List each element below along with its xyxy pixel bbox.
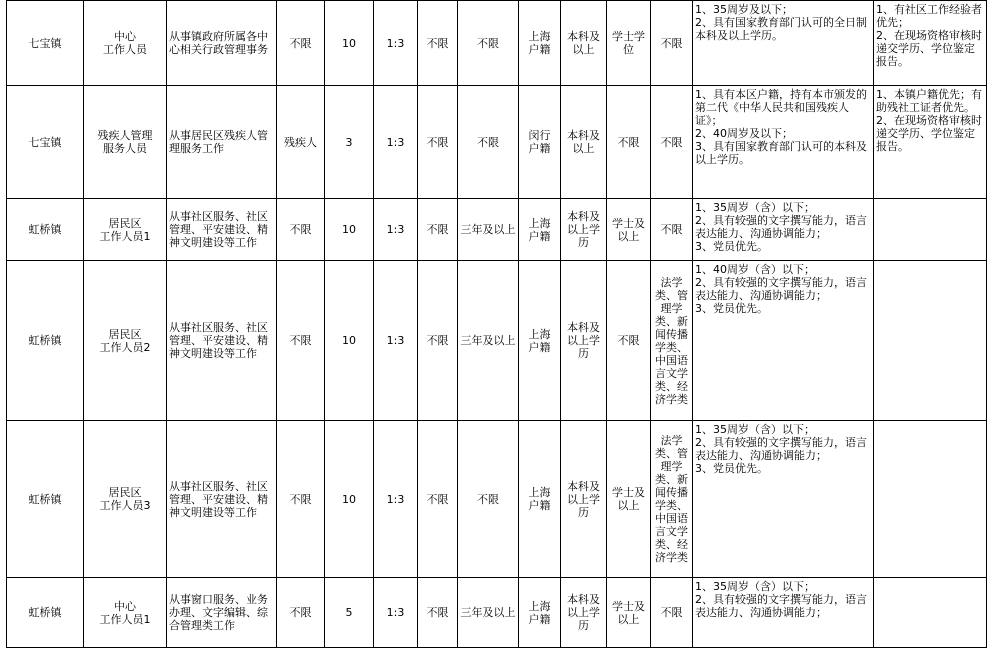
notes-cell [874, 199, 987, 261]
table-row [7, 1, 987, 86]
position-cell: 居民区 工作人员2 [84, 261, 167, 421]
degree-cell: 学士及 以上 [607, 578, 651, 648]
requirements-cell: 1、35周岁（含）以下； 2、具有较强的文字撰写能力，语言表达能力、沟通协调能力； [693, 578, 874, 648]
notes-cell: 1、本镇户籍优先；有助残社工证者优先。 2、在现场资格审核时递交学历、学位鉴定报告。 [874, 86, 987, 199]
major-cell: 不限 [651, 578, 693, 648]
count-cell: 3 [325, 86, 374, 199]
table-row [7, 86, 987, 199]
requirements-cell: 1、具有本区户籍，持有本市颁发的第二代《中华人民共和国残疾人证》； 2、40周岁及以下； 3、具有国家教育部门认可的本科及以上学历。 [693, 86, 874, 199]
major-cell: 法学类、管理学类、新闻传播学类、中国语言文学类、经济学类 [651, 421, 693, 578]
town-cell: 虹桥镇 [7, 421, 84, 578]
duty-cell: 从事社区服务、社区管理、平安建设、精神文明建设等工作 [167, 421, 277, 578]
age-cell: 不限 [418, 1, 458, 86]
major-cell: 法学类、管理学类、新闻传播学类、中国语言文学类、经济学类 [651, 261, 693, 421]
count-cell: 5 [325, 578, 374, 648]
count-cell: 10 [325, 1, 374, 86]
town-cell: 虹桥镇 [7, 199, 84, 261]
ratio-cell: 1:3 [374, 1, 418, 86]
position-cell: 居民区 工作人员3 [84, 421, 167, 578]
ratio-cell: 1:3 [374, 86, 418, 199]
education-cell: 本科及 以上学 历 [561, 261, 607, 421]
table-body [7, 1, 987, 648]
duty-cell: 从事社区服务、社区管理、平安建设、精神文明建设等工作 [167, 261, 277, 421]
major-cell: 不限 [651, 86, 693, 199]
position-cell: 中心 工作人员 [84, 1, 167, 86]
education-cell: 本科及 以上学 历 [561, 421, 607, 578]
table-row [7, 199, 987, 261]
table-row [7, 261, 987, 421]
target-cell: 不限 [277, 199, 325, 261]
hukou-cell: 上海 户籍 [519, 261, 561, 421]
requirements-cell: 1、40周岁（含）以下； 2、具有较强的文字撰写能力，语言表达能力、沟通协调能力； 3、党员优先。 [693, 261, 874, 421]
count-cell: 10 [325, 261, 374, 421]
duty-cell: 从事窗口服务、业务办理、文字编辑、综合管理类工作 [167, 578, 277, 648]
target-cell: 不限 [277, 421, 325, 578]
experience-cell: 不限 [458, 421, 519, 578]
duty-cell: 从事镇政府所属各中心相关行政管理事务 [167, 1, 277, 86]
duty-cell: 从事居民区残疾人管理服务工作 [167, 86, 277, 199]
target-cell: 残疾人 [277, 86, 325, 199]
target-cell: 不限 [277, 578, 325, 648]
ratio-cell: 1:3 [374, 578, 418, 648]
requirements-cell: 1、35周岁及以下； 2、具有国家教育部门认可的全日制本科及以上学历。 [693, 1, 874, 86]
notes-cell [874, 421, 987, 578]
notes-cell [874, 578, 987, 648]
ratio-cell: 1:3 [374, 199, 418, 261]
age-cell: 不限 [418, 261, 458, 421]
target-cell: 不限 [277, 1, 325, 86]
requirements-cell: 1、35周岁（含）以下； 2、具有较强的文字撰写能力，语言表达能力、沟通协调能力； 3、党员优先。 [693, 421, 874, 578]
age-cell: 不限 [418, 199, 458, 261]
education-cell: 本科及 以上 [561, 1, 607, 86]
duty-cell: 从事社区服务、社区管理、平安建设、精神文明建设等工作 [167, 199, 277, 261]
notes-cell [874, 261, 987, 421]
major-cell: 不限 [651, 1, 693, 86]
table-row [7, 421, 987, 578]
degree-cell: 学士学 位 [607, 1, 651, 86]
town-cell: 虹桥镇 [7, 578, 84, 648]
degree-cell: 学士及 以上 [607, 421, 651, 578]
hukou-cell: 闵行 户籍 [519, 86, 561, 199]
position-cell: 残疾人管理 服务人员 [84, 86, 167, 199]
experience-cell: 三年及以上 [458, 578, 519, 648]
degree-cell: 不限 [607, 261, 651, 421]
count-cell: 10 [325, 421, 374, 578]
ratio-cell: 1:3 [374, 261, 418, 421]
requirements-cell: 1、35周岁（含）以下； 2、具有较强的文字撰写能力，语言表达能力、沟通协调能力； 3、党员优先。 [693, 199, 874, 261]
experience-cell: 三年及以上 [458, 199, 519, 261]
education-cell: 本科及 以上学 历 [561, 578, 607, 648]
notes-cell: 1、有社区工作经验者优先； 2、在现场资格审核时递交学历、学位鉴定报告。 [874, 1, 987, 86]
ratio-cell: 1:3 [374, 421, 418, 578]
hukou-cell: 上海 户籍 [519, 1, 561, 86]
age-cell: 不限 [418, 421, 458, 578]
major-cell: 不限 [651, 199, 693, 261]
age-cell: 不限 [418, 578, 458, 648]
town-cell: 七宝镇 [7, 86, 84, 199]
experience-cell: 不限 [458, 86, 519, 199]
education-cell: 本科及 以上 [561, 86, 607, 199]
table-row [7, 578, 987, 648]
degree-cell: 不限 [607, 86, 651, 199]
experience-cell: 不限 [458, 1, 519, 86]
count-cell: 10 [325, 199, 374, 261]
town-cell: 七宝镇 [7, 1, 84, 86]
education-cell: 本科及 以上学 历 [561, 199, 607, 261]
hukou-cell: 上海 户籍 [519, 578, 561, 648]
degree-cell: 学士及 以上 [607, 199, 651, 261]
target-cell: 不限 [277, 261, 325, 421]
position-cell: 中心 工作人员1 [84, 578, 167, 648]
age-cell: 不限 [418, 86, 458, 199]
experience-cell: 三年及以上 [458, 261, 519, 421]
hukou-cell: 上海 户籍 [519, 199, 561, 261]
position-cell: 居民区 工作人员1 [84, 199, 167, 261]
hukou-cell: 上海 户籍 [519, 421, 561, 578]
recruitment-table [6, 0, 987, 648]
town-cell: 虹桥镇 [7, 261, 84, 421]
